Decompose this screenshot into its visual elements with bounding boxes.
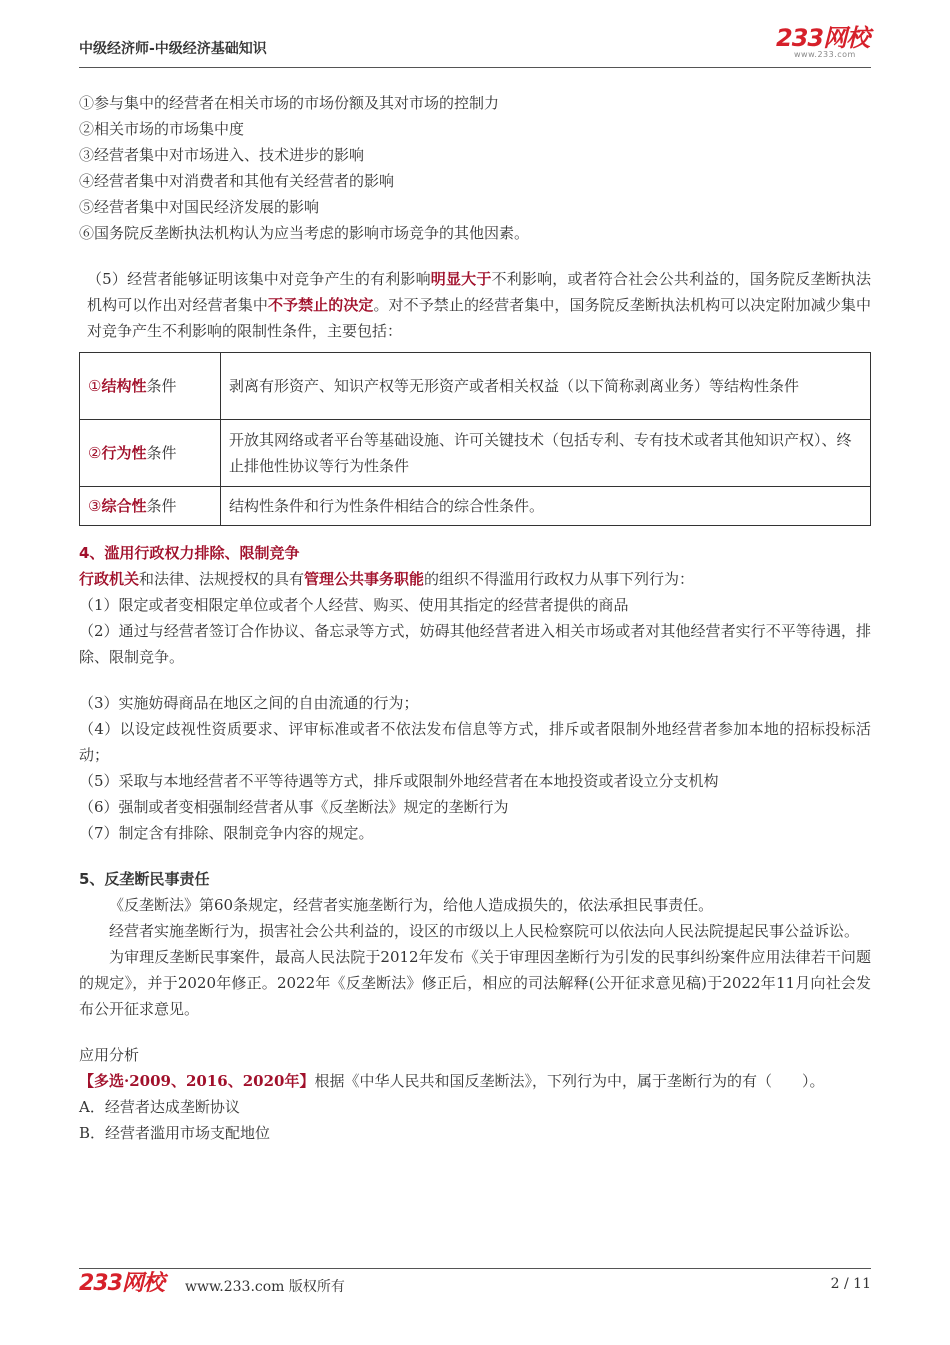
section-4-title: 4、滥用行政权力排除、限制竞争	[79, 544, 300, 562]
highlight-text: 明显大于	[430, 270, 492, 288]
factor-list	[79, 90, 871, 246]
question	[79, 1068, 871, 1094]
application-label: 应用分析	[79, 1046, 140, 1064]
header-rule	[79, 67, 871, 68]
section-5-paragraph: 为审理反垄断民事案件，最高人民法院于2012年发布《关于审理因垄断行为引发的民事纠纷案件应用法律若干问题的规定》，并于2020年修正。2022年《反垄断法》修正后，相应的司法解释(公开征求意见稿)于2022年11月向社会发布公开征求意见。	[79, 948, 871, 1018]
list-item: （4）以设定歧视性资质要求、评审标准或者不依法发布信息等方式，排斥或者限制外地经营者参加本地的招标投标活动；	[79, 720, 871, 764]
header-logo	[776, 26, 869, 59]
table-row	[80, 420, 871, 487]
footer-logo-text: 233网校	[79, 1271, 164, 1296]
option-a: A．经营者达成垄断协议	[79, 1098, 240, 1116]
section-4-intro: 行政机关和法律、法规授权的具有管理公共事务职能的组织不得滥用行政权力从事下列行为：	[79, 570, 695, 588]
condition-label: ①结构性条件	[80, 353, 221, 420]
footer-logo	[79, 1272, 164, 1296]
list-item: ③经营者集中对市场进入、技术进步的影响	[79, 146, 365, 164]
header-logo-url: www.233.com	[794, 50, 856, 59]
list-item: （6）强制或者变相强制经营者从事《反垄断法》规定的垄断行为	[79, 798, 509, 816]
condition-label: ②行为性条件	[80, 420, 221, 487]
list-item: ①参与集中的经营者在相关市场的市场份额及其对市场的控制力	[79, 94, 500, 112]
list-item: ②相关市场的市场集中度	[79, 120, 245, 138]
condition-label: ③综合性条件	[80, 487, 221, 526]
section-5-paragraph: 《反垄断法》第60条规定，经营者实施垄断行为，给他人造成损失的，依法承担民事责任。	[109, 896, 714, 914]
paragraph-5	[79, 266, 871, 344]
highlight-text: 不予禁止的决定	[267, 296, 374, 314]
paragraph-text: 。对不予禁止的经营者集中，国务院反垄断执法机构可以决定附加减少集中对竞争产生不利影响的限制性条件，主要包括：	[87, 296, 871, 340]
list-item: ⑥国务院反垄断执法机构认为应当考虑的影响市场竞争的其他因素。	[79, 224, 530, 242]
footer-copyright: www.233.com 版权所有	[185, 1279, 345, 1295]
list-item: （5）采取与本地经营者不平等待遇等方式，排斥或限制外地经营者在本地投资或者设立分支机构	[79, 772, 719, 790]
conditions-table	[79, 352, 871, 526]
section-5-title: 5、反垄断民事责任	[79, 870, 210, 888]
section-5-paragraph: 经营者实施垄断行为，损害社会公共利益的，设区的市级以上人民检察院可以依法向人民法院提起民事公益诉讼。	[109, 922, 860, 940]
condition-description: 结构性条件和行为性条件相结合的综合性条件。	[221, 487, 871, 526]
document-header-title: 中级经济师-中级经济基础知识	[79, 41, 267, 57]
list-item: （1）限定或者变相限定单位或者个人经营、购买、使用其指定的经营者提供的商品	[79, 596, 629, 614]
option-b: B．经营者滥用市场支配地位	[79, 1124, 271, 1142]
document-body	[79, 90, 871, 1146]
list-item: （2）通过与经营者签订合作协议、备忘录等方式，妨碍其他经营者进入相关市场或者对其他经营者实行不平等待遇，排除、限制竞争。	[79, 622, 871, 666]
page-number: 2 / 11	[830, 1276, 871, 1292]
question-text: 根据《中华人民共和国反垄断法》，下列行为中，属于垄断行为的有（ ）。	[314, 1072, 825, 1090]
paragraph-text: （5）经营者能够证明该集中对竞争产生的有利影响	[87, 270, 431, 288]
condition-description: 开放其网络或者平台等基础设施、许可关键技术（包括专利、专有技术或者其他知识产权）、终止排他性协议等行为性条件	[221, 420, 871, 487]
condition-description: 剥离有形资产、知识产权等无形资产或者相关权益（以下简称剥离业务）等结构性条件	[221, 353, 871, 420]
header-logo-text: 233网校	[776, 24, 870, 52]
paragraph-text: 不利影响，或者符合社会公共利益的，国务院反垄断执法机构可以作出对经营者集中	[87, 270, 871, 314]
list-item: ④经营者集中对消费者和其他有关经营者的影响	[79, 172, 395, 190]
table-row	[80, 487, 871, 526]
question-tag: 【多选·2009、2016、2020年】	[79, 1072, 315, 1090]
list-item: ⑤经营者集中对国民经济发展的影响	[79, 198, 320, 216]
footer-rule	[79, 1268, 871, 1269]
list-item: （7）制定含有排除、限制竞争内容的规定。	[79, 824, 374, 842]
list-item: （3）实施妨碍商品在地区之间的自由流通的行为；	[79, 694, 419, 712]
table-row	[80, 353, 871, 420]
